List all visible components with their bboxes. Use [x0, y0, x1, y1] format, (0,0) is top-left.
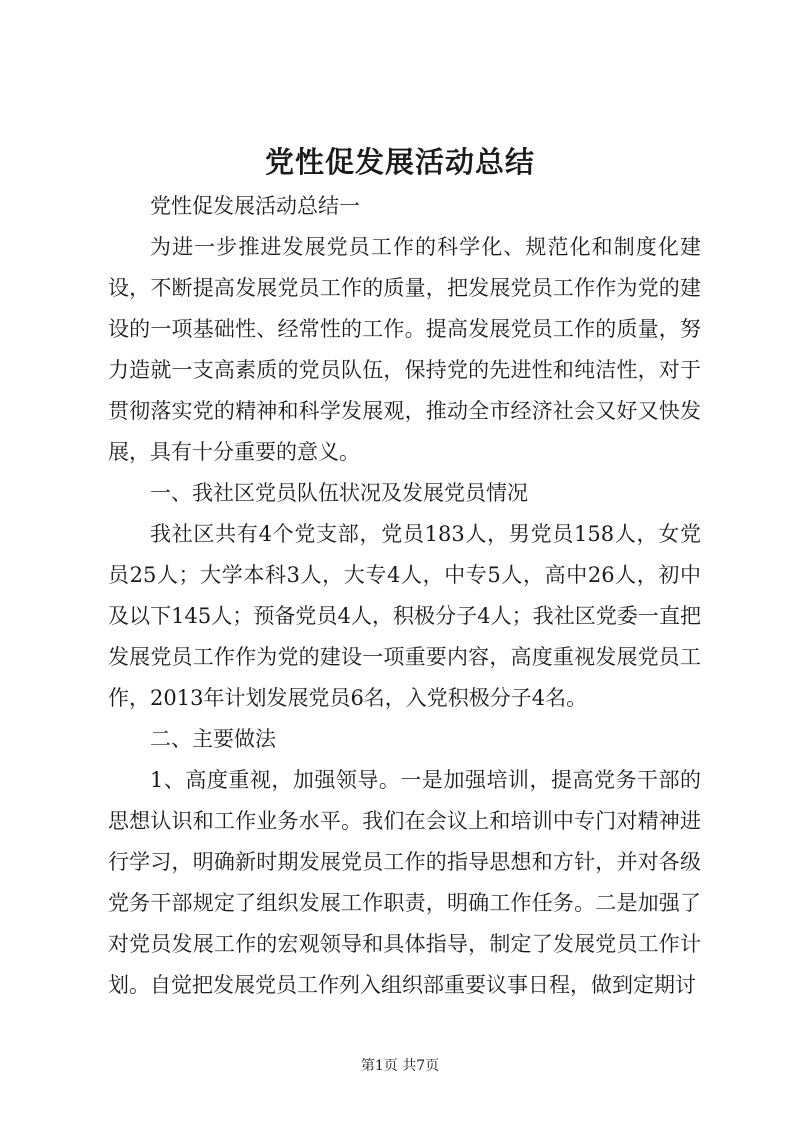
document-title: 党性促发展活动总结: [264, 145, 535, 179]
section-heading-1: 一、我社区党员队伍状况及发展党员情况: [150, 481, 528, 505]
section-heading-2: 二、主要做法: [150, 727, 276, 751]
paragraph-member-status: 我社区共有4个党支部，党员183人，男党员158人，女党员25人；大学本科3人，大专4人，中专5人，高中26人，初中及以下145人；预备党员4人，积极分子4人；我社区党委一直把发展党员工作作为党的建设一项重要内容，高度重视发展党员工作，2013年计划发展党员6名，入党积极分子4名。: [108, 522, 701, 710]
paragraph-practices: 1、高度重视，加强领导。一是加强培训，提高党务干部的思想认识和工作业务水平。我们在会议上和培训中专门对精神进行学习，明确新时期发展党员工作的指导思想和方针，并对各级党务干部规定了组织发展工作职责，明确工作任务。二是加强了对党员发展工作的宏观领导和具体指导，制定了发展党员工作计划。自觉把发展党员工作列入组织部重要议事日程，做到定期讨: [108, 768, 701, 997]
paragraph-intro: 为进一步推进发展党员工作的科学化、规范化和制度化建设，不断提高发展党员工作的质量，把发展党员工作作为党的建设的一项基础性、经常性的工作。提高发展党员工作的质量，努力造就一支高素质的党员队伍，保持党的先进性和纯洁性，对于贯彻落实党的精神和科学发展观，推动全市经济社会又好又快发展，具有十分重要的意义。: [108, 235, 701, 464]
document-body: [108, 186, 701, 1006]
page-number-footer: 第1页 共7页: [360, 1058, 440, 1074]
section-subtitle: 党性促发展活动总结一: [150, 194, 360, 218]
